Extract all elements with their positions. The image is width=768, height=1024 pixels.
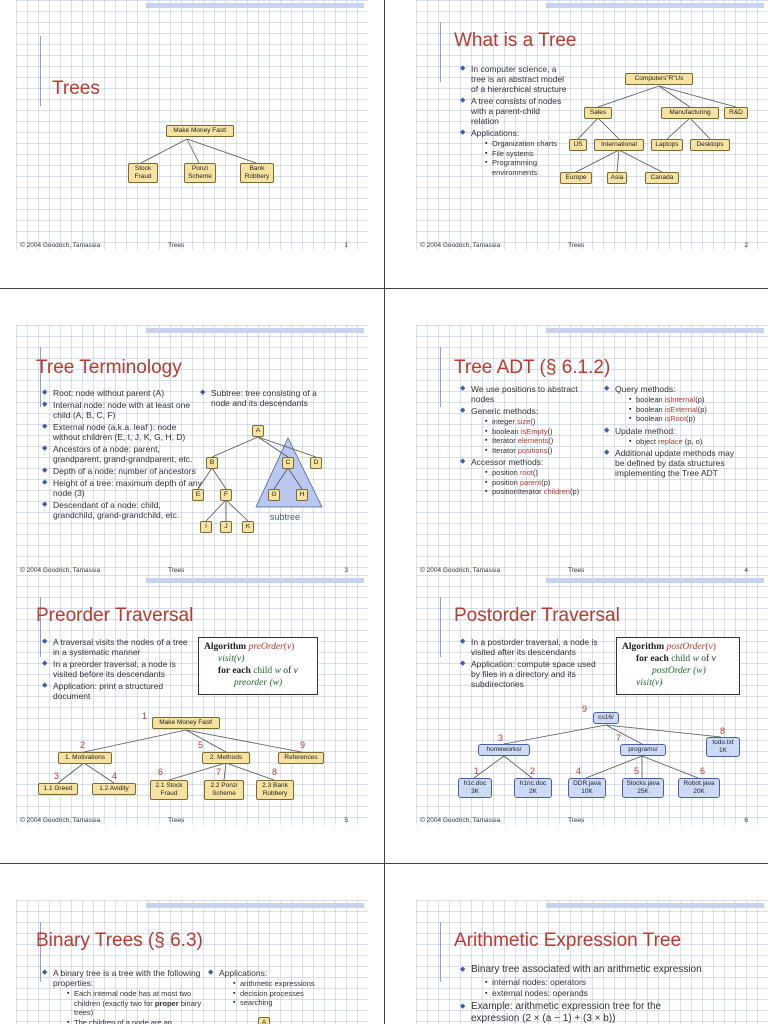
bullet (460, 406, 600, 455)
bullet-text: Binary tree associated with an arithmetic expression (471, 964, 702, 975)
bullet (604, 384, 744, 424)
tree-node: 2. Methods (202, 752, 250, 764)
method-item: ▪ position parent(p) (485, 478, 600, 488)
tree-node-a: A (252, 425, 264, 437)
bullet: ◆ Additional update methods may be defined by data structures implementing the Tree ADT (604, 448, 744, 478)
sub-bullet: ▪ File systems (485, 149, 570, 159)
footer-topic: Trees (568, 242, 585, 249)
method-item: ▪ Iterator elements() (485, 436, 600, 446)
visit-order: 8 (272, 767, 278, 777)
tree-node-j: J (220, 521, 232, 533)
method-item: ▪ position root() (485, 468, 600, 478)
tree-node: Desktops (690, 139, 730, 151)
slide-topbar (546, 328, 764, 333)
bullet: ◆ Application: print a structured document (42, 681, 192, 701)
method-item: ▪ boolean isEmpty() (485, 427, 600, 437)
slide-title: Postorder Traversal (454, 605, 620, 626)
tree-node: Laptops (651, 139, 683, 151)
tree-node: 1.2 Avidity (92, 783, 136, 795)
tree-node: homeworks/ (478, 744, 530, 756)
sub-bullet: ▪ Organization charts (485, 139, 570, 149)
sub-bullet: ▪ The children of a node are an (67, 1018, 202, 1024)
tree-diagram (16, 325, 368, 575)
visit-order: 1 (474, 766, 480, 776)
algorithm-line: visit(v) (218, 654, 245, 664)
bullet: ◆ Subtree: tree consisting of a node and its descendants (200, 388, 325, 408)
bullet-text: Update method: (615, 425, 676, 436)
tree-node: Ponzi Scheme (184, 163, 216, 183)
visit-order: 7 (216, 767, 222, 777)
tree-node: Manufacturing (661, 107, 719, 119)
bullet: ◆ Example: arithmetic expression tree for the expression (2 × (a − 1) + (3 × b)) (460, 1001, 750, 1024)
method-item: ▪ boolean isRoot(p) (629, 414, 744, 424)
tree-node: R&D (724, 107, 748, 119)
algorithm-line: visit(v) (636, 678, 663, 688)
tree-connectors (416, 0, 768, 250)
tree-node: Bank Robbery (240, 163, 274, 183)
bullet-text: Applications: (471, 128, 520, 138)
tree-node: Asia (607, 172, 627, 184)
sub-bullet: ▪ Each internal node has at most two children (exactly two for proper binary trees) (67, 989, 202, 1018)
bullet: ◆ Internal node: node with at least one child (A, B, C, F) (42, 400, 204, 420)
tree-node: 1. Motivations (58, 752, 112, 764)
bullet (604, 426, 744, 447)
tree-node-d: D (310, 457, 322, 469)
tree-node: References (278, 752, 324, 764)
sub-bullet: ▪ arithmetic expressions (233, 979, 338, 989)
row-divider-1 (0, 288, 768, 289)
algorithm-line: postOrder (w) (652, 666, 706, 676)
row-divider-2 (0, 863, 768, 864)
method-item: ▪ boolean isExternal(p) (629, 405, 744, 415)
tree-node: US (569, 139, 587, 151)
slide-title: Preorder Traversal (36, 605, 194, 626)
footer-copyright: © 2004 Goodrich, Tamassia (20, 817, 101, 824)
slide-1 (16, 0, 368, 250)
slide-number: 1 (344, 242, 348, 249)
slide-title: Tree Terminology (36, 357, 182, 378)
tree-node-i: I (200, 521, 212, 533)
footer-topic: Trees (168, 817, 185, 824)
slide-title: Tree ADT (§ 6.1.2) (454, 357, 611, 378)
bullet (460, 457, 600, 497)
bullet: ◆ Ancestors of a node: parent, grandparent, grand-grandparent, etc. (42, 444, 204, 464)
footer-copyright: © 2004 Goodrich, Tamassia (20, 567, 101, 574)
bullet-text: Applications: (219, 968, 268, 978)
sub-bullet: ▪ searching (233, 998, 338, 1008)
visit-order: 1 (142, 711, 148, 721)
footer-topic: Trees (568, 817, 585, 824)
slide-title: Trees (52, 78, 100, 99)
tree-node: 2.2 Ponzi Scheme (204, 780, 244, 800)
bullet: ◆ In computer science, a tree is an abstract model of a hierarchical structure (460, 64, 570, 94)
bullet-list (460, 964, 750, 1024)
footer-copyright: © 2004 Goodrich, Tamassia (420, 817, 501, 824)
visit-order: 9 (582, 704, 588, 714)
visit-order: 6 (700, 766, 706, 776)
footer-topic: Trees (168, 567, 185, 574)
bold-word: proper (154, 998, 179, 1008)
slide-number: 3 (344, 567, 348, 574)
slide-title: What is a Tree (454, 30, 577, 51)
method-item: ▪ object replace (p, o) (629, 437, 744, 447)
decor-line (440, 347, 441, 407)
slide-4 (416, 325, 768, 575)
method-item: ▪ boolean isInternal(p) (629, 395, 744, 405)
bullet: ◆ We use positions to abstract nodes (460, 384, 600, 404)
tree-node: Stocks.java 25K (622, 778, 664, 798)
slide-number: 5 (344, 817, 348, 824)
sub-bullet: ▪ decision processes (233, 989, 338, 999)
method-item: ▪ integer size() (485, 417, 600, 427)
visit-order: 3 (54, 771, 60, 781)
tree-node: 2.3 Bank Robbery (256, 780, 294, 800)
sub-bullet: ▪ internal nodes: operators (485, 977, 750, 988)
footer-copyright: © 2004 Goodrich, Tamassia (420, 242, 501, 249)
bullet-text: Generic methods: (471, 406, 539, 416)
tree-node-k: K (242, 521, 254, 533)
tree-node: DDR.java 10K (568, 778, 606, 798)
bullet-list-left (460, 384, 600, 499)
bullet (460, 964, 750, 999)
tree-node: Stock Fraud (128, 163, 158, 183)
bullet-list-right (208, 968, 338, 1010)
slide-7 (16, 900, 368, 1024)
bullet-text: Query methods: (615, 384, 676, 394)
tree-node: Robot.java 20K (678, 778, 720, 798)
sub-bullet: ▪ Programming environments (485, 158, 570, 177)
footer-copyright: © 2004 Goodrich, Tamassia (420, 567, 501, 574)
bullet: ◆ A tree consists of nodes with a parent-child relation (460, 96, 570, 126)
subtree-triangle (256, 438, 322, 507)
visit-order: 4 (576, 766, 582, 776)
visit-order: 4 (112, 771, 118, 781)
decor-line (440, 922, 441, 982)
bullet-text: A binary tree is a tree with the following properties: (53, 968, 201, 988)
slide-title: Binary Trees (§ 6.3) (36, 930, 203, 951)
tree-node: International (594, 139, 644, 151)
slide-number: 4 (744, 567, 748, 574)
tree-node-h: H (296, 489, 308, 501)
bullet: ◆ Root: node without parent (A) (42, 388, 204, 398)
tree-root-node: Computers”R”Us (625, 73, 693, 85)
tree-root-node: Make Money Fast! (152, 717, 220, 729)
slide-number: 6 (744, 817, 748, 824)
tree-node: Europe (560, 172, 592, 184)
bullet-text: Accessor methods: (471, 457, 544, 467)
footer-topic: Trees (168, 242, 185, 249)
bullet: ◆ Application: compute space used by files in a directory and its subdirectories (460, 659, 606, 689)
method-item: ▪ positionIterator children(p) (485, 487, 600, 497)
visit-order: 7 (616, 733, 622, 743)
subtree-label: subtree (270, 512, 301, 522)
tree-node: h1c.doc 3K (458, 778, 492, 798)
slide-6 (416, 575, 768, 825)
bullet (208, 968, 338, 1008)
bullet: ◆ External node (a.k.a. leaf ): node without children (E, I, J, K, G, H, D) (42, 422, 204, 442)
algorithm-line: for each child w of v (218, 666, 298, 676)
slide-title: Arithmetic Expression Tree (454, 930, 682, 951)
sub-bullet: ▪ external nodes: operands (485, 988, 750, 999)
algorithm-line: for each child w of v (636, 654, 716, 664)
visit-order: 5 (634, 766, 640, 776)
tree-node-f: F (220, 489, 232, 501)
algorithm-line: preorder (w) (234, 678, 283, 688)
tree-root-node: cs16/ (593, 712, 619, 724)
bullet: ◆ In a postorder traversal, a node is visited after its descendants (460, 637, 606, 657)
bullet: ◆ Depth of a node: number of ancestors (42, 466, 204, 476)
bullet: ◆ In a preorder traversal, a node is visited before its descendants (42, 659, 192, 679)
slide-number: 2 (744, 242, 748, 249)
slide-3 (16, 325, 368, 575)
tree-node-a: A (258, 1017, 270, 1024)
visit-order: 2 (80, 740, 86, 750)
expression-text: expression (2 × (a − 1) + (3 × b)) (471, 1013, 616, 1024)
method-item: ▪ Iterator positions() (485, 446, 600, 456)
visit-order: 6 (158, 767, 164, 777)
footer-topic: Trees (568, 567, 585, 574)
visit-order: 5 (198, 740, 204, 750)
tree-node: h1nc.doc 2K (514, 778, 552, 798)
bullet: ◆ A traversal visits the nodes of a tree in a systematic manner (42, 637, 192, 657)
tree-node: programs/ (620, 744, 666, 756)
slide-2 (416, 0, 768, 250)
tree-node-g: G (268, 489, 280, 501)
slide-topbar (546, 903, 764, 908)
tree-node-b: B (206, 457, 218, 469)
tree-node: 1.1 Greed (38, 783, 78, 795)
tree-node: 2.1 Stock Fraud (150, 780, 188, 800)
footer-copyright: © 2004 Goodrich, Tamassia (20, 242, 101, 249)
bullet-list-right (604, 384, 744, 480)
visit-order: 9 (300, 740, 306, 750)
bullet-list (42, 968, 202, 1024)
tree-node-c: C (282, 457, 294, 469)
algorithm-header: Algorithm preOrder(v) (204, 642, 295, 652)
slide-topbar (146, 903, 364, 908)
tree-node: Canada (645, 172, 679, 184)
tree-root-node: Make Money Fast! (166, 125, 234, 137)
slide-5 (16, 575, 368, 825)
visit-order: 8 (720, 726, 726, 736)
column-divider (384, 0, 385, 1024)
tree-node-e: E (192, 489, 204, 501)
bullet (42, 968, 202, 1024)
visit-order: 3 (498, 733, 504, 743)
bullet: ◆ Descendant of a node: child, grandchild, grand-grandchild, etc. (42, 500, 204, 520)
algorithm-header: Algorithm postOrder(v) (622, 642, 716, 652)
tree-node: todo.txt 1K (706, 737, 740, 757)
bullet: ◆ Height of a tree: maximum depth of any node (3) (42, 478, 204, 498)
tree-node: Sales (584, 107, 612, 119)
visit-order: 2 (530, 766, 536, 776)
slide-8 (416, 900, 768, 1024)
